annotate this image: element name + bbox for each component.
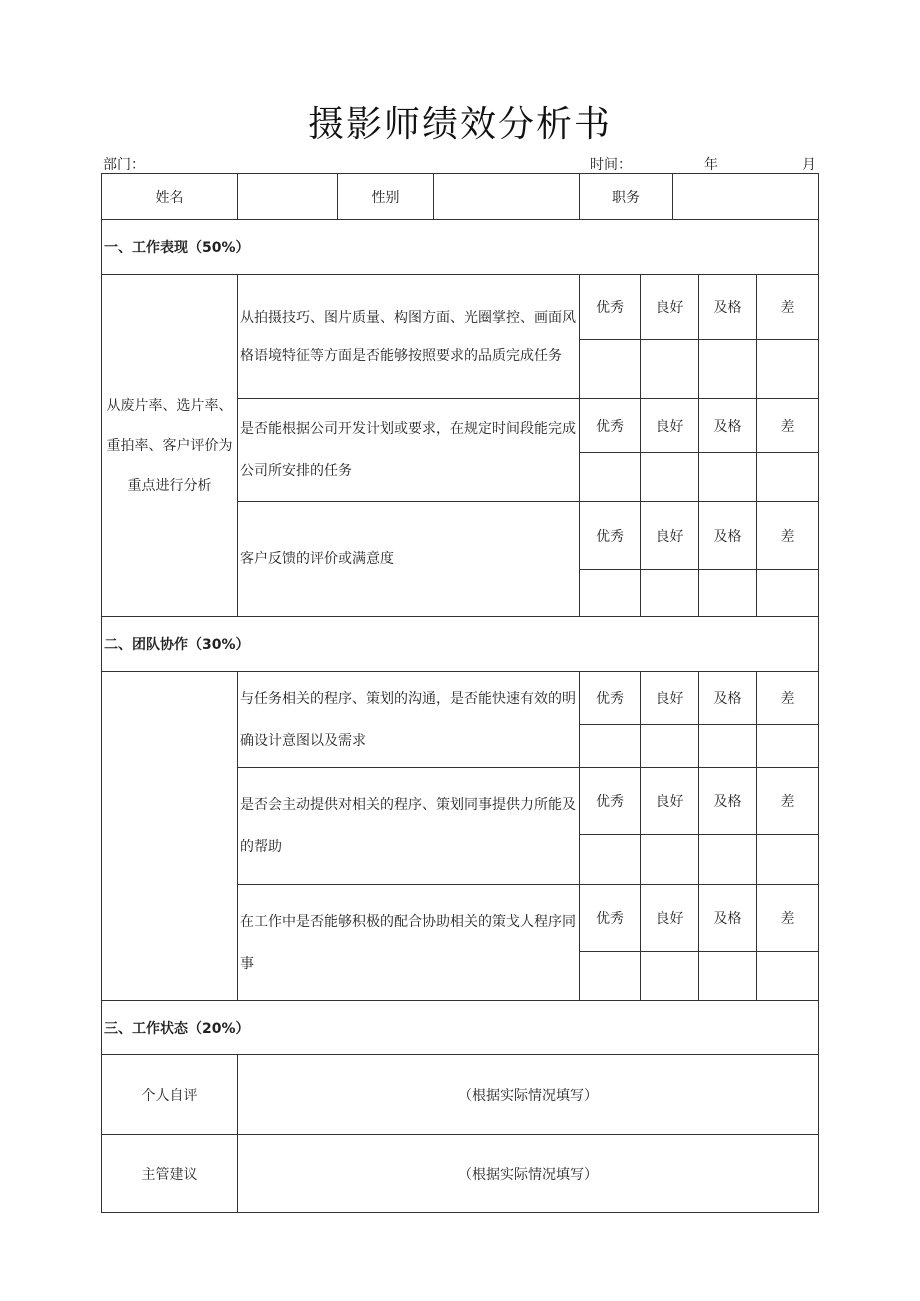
score-cell[interactable]: [580, 453, 641, 502]
grade-poor: 差: [757, 768, 819, 835]
gender-label: 性别: [338, 174, 434, 220]
criterion-1-3: 客户反馈的评价或满意度: [238, 502, 580, 617]
name-label: 姓名: [102, 174, 238, 220]
score-cell[interactable]: [699, 453, 757, 502]
criterion-2-3: 在工作中是否能够积极的配合协助相关的策戈人程序同事: [238, 885, 580, 1001]
grade-excellent: 优秀: [580, 502, 641, 570]
gender-field[interactable]: [434, 174, 580, 220]
grade-excellent: 优秀: [580, 275, 641, 340]
score-cell[interactable]: [641, 835, 699, 885]
score-cell[interactable]: [580, 570, 641, 617]
section-work-status: 三、工作状态（20%）: [102, 1001, 819, 1055]
supervisor-advice-label: 主管建议: [102, 1135, 238, 1213]
position-label: 职务: [580, 174, 673, 220]
section-teamwork: 二、团队协作（30%）: [102, 617, 819, 672]
grade-good: 良好: [641, 399, 699, 453]
score-cell[interactable]: [699, 952, 757, 1001]
grade-good: 良好: [641, 768, 699, 835]
grade-pass: 及格: [699, 275, 757, 340]
criterion-1-1: 从拍摄技巧、图片质量、构图方面、光圈掌控、画面风格语境特征等方面是否能够按照要求的品质完成任务: [238, 275, 580, 399]
grade-pass: 及格: [699, 399, 757, 453]
grade-poor: 差: [757, 885, 819, 952]
section1-category: 从废片率、选片率、重拍率、客户评价为重点进行分析: [102, 275, 238, 617]
grade-good: 良好: [641, 885, 699, 952]
grade-good: 良好: [641, 502, 699, 570]
score-cell[interactable]: [699, 570, 757, 617]
grade-pass: 及格: [699, 885, 757, 952]
grade-poor: 差: [757, 672, 819, 725]
score-cell[interactable]: [757, 453, 819, 502]
section2-category: [102, 672, 238, 1001]
score-cell[interactable]: [641, 570, 699, 617]
section-work-performance: 一、工作表现（50%）: [102, 220, 819, 275]
score-cell[interactable]: [757, 725, 819, 768]
position-field[interactable]: [673, 174, 819, 220]
score-cell[interactable]: [580, 952, 641, 1001]
score-cell[interactable]: [757, 835, 819, 885]
grade-poor: 差: [757, 399, 819, 453]
score-cell[interactable]: [580, 835, 641, 885]
evaluation-table: [101, 173, 819, 1213]
month-label: 月: [802, 157, 816, 173]
score-cell[interactable]: [757, 570, 819, 617]
criterion-2-2: 是否会主动提供对相关的程序、策划同事提供力所能及的帮助: [238, 768, 580, 885]
department-label: 部门：: [103, 157, 145, 173]
grade-good: 良好: [641, 275, 699, 340]
time-label: 时间：: [590, 157, 632, 173]
score-cell[interactable]: [641, 952, 699, 1001]
score-cell[interactable]: [699, 340, 757, 399]
score-cell[interactable]: [580, 725, 641, 768]
self-evaluation-field[interactable]: （根据实际情况填写）: [238, 1055, 819, 1135]
score-cell[interactable]: [757, 952, 819, 1001]
year-label: 年: [704, 157, 718, 173]
score-cell[interactable]: [641, 453, 699, 502]
grade-excellent: 优秀: [580, 768, 641, 835]
score-cell[interactable]: [641, 725, 699, 768]
grade-pass: 及格: [699, 502, 757, 570]
page-title: 摄影师绩效分析书: [307, 104, 612, 145]
grade-poor: 差: [757, 275, 819, 340]
grade-excellent: 优秀: [580, 672, 641, 725]
score-cell[interactable]: [580, 340, 641, 399]
grade-excellent: 优秀: [580, 885, 641, 952]
criterion-1-2: 是否能根据公司开发计划或要求，在规定时间段能完成公司所安排的任务: [238, 399, 580, 502]
grade-poor: 差: [757, 502, 819, 570]
score-cell[interactable]: [699, 725, 757, 768]
score-cell[interactable]: [641, 340, 699, 399]
grade-good: 良好: [641, 672, 699, 725]
self-evaluation-label: 个人自评: [102, 1055, 238, 1135]
supervisor-advice-field[interactable]: （根据实际情况填写）: [238, 1135, 819, 1213]
name-field[interactable]: [238, 174, 338, 220]
criterion-2-1: 与任务相关的程序、策划的沟通，是否能快速有效的明确设计意图以及需求: [238, 672, 580, 768]
grade-excellent: 优秀: [580, 399, 641, 453]
grade-pass: 及格: [699, 768, 757, 835]
grade-pass: 及格: [699, 672, 757, 725]
score-cell[interactable]: [757, 340, 819, 399]
score-cell[interactable]: [699, 835, 757, 885]
